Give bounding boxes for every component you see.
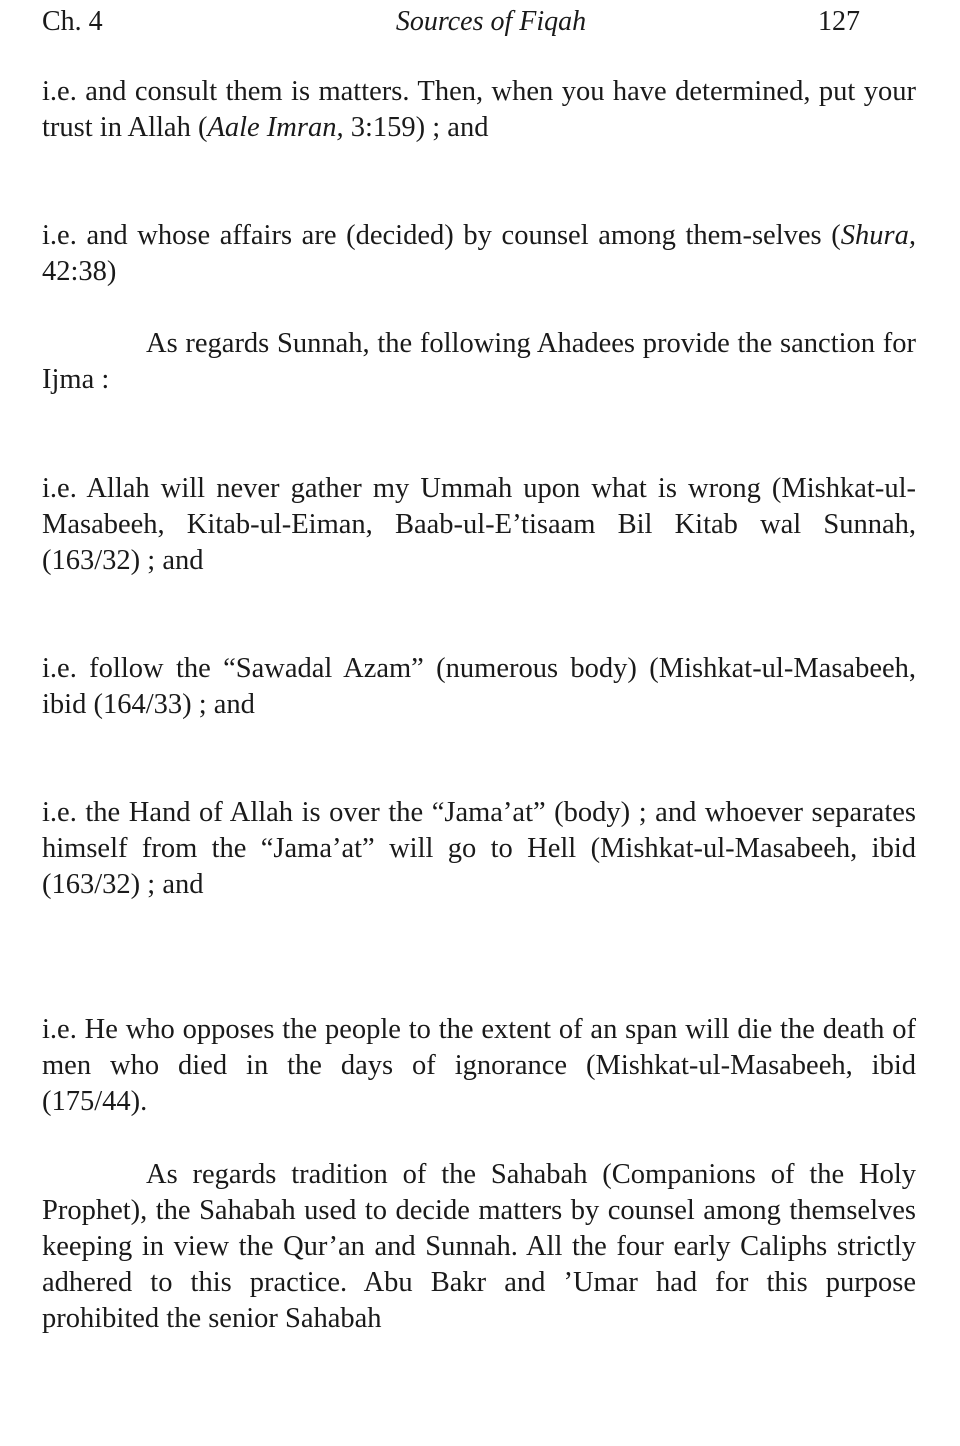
paragraph-sunnah-intro: As regards Sunnah, the following Ahadees provide the sanction for Ijma :: [42, 328, 916, 395]
paragraph-hadith-4: i.e. He who opposes the people to the extent of an span will die the death of men who died in the days of ignorance (Mishkat-ul-Masabeeh, ibid (175/44).: [42, 1014, 916, 1117]
surah-reference: Aale Imran,: [207, 112, 344, 143]
verse-reference: 42:38): [42, 256, 117, 287]
paragraph-shura-translation: [42, 218, 916, 290]
paragraph-text: i.e. and whose affairs are (decided) by counsel among them-selves (: [42, 220, 841, 251]
paragraph-sahabah-tradition: As regards tradition of the Sahabah (Companions of the Holy Prophet), the Sahabah used to decide matters by counsel among themselves keeping in view the Qur’an and Sunnah. All the four early Caliphs strictly adhered to this practice. Abu Bakr and ’Umar had for this purpose prohibited the senior Sahabah: [42, 1159, 916, 1334]
paragraph-hadith-2: i.e. follow the “Sawadal Azam” (numerous body) (Mishkat-ul-Masabeeh, ibid (164/33) ; and: [42, 653, 916, 720]
paragraph-hadith-3: i.e. the Hand of Allah is over the “Jama’at” (body) ; and whoever separates himself from the “Jama’at” will go to Hell (Mishkat-ul-Masabeeh, ibid (163/32) ; and: [42, 797, 916, 900]
running-header: [42, 2, 860, 42]
paragraph-text: i.e. and consult them is matters. Then, when you have determined, put your trust in Allah (: [42, 76, 916, 143]
page-number: 127: [818, 6, 860, 37]
chapter-label: Ch. 4: [42, 6, 103, 37]
verse-reference: 3:159) ; and: [343, 112, 489, 143]
surah-reference: Shura,: [840, 220, 916, 251]
paragraph-consult-translation: [42, 74, 916, 146]
book-title: Sources of Fiqah: [395, 6, 587, 37]
paragraph-hadith-1: i.e. Allah will never gather my Ummah upon what is wrong (Mishkat-ul-Masabeeh, Kitab-ul-Eiman, Baab-ul-E’tisaam Bil Kitab wal Sunnah, (163/32) ; and: [42, 473, 916, 576]
